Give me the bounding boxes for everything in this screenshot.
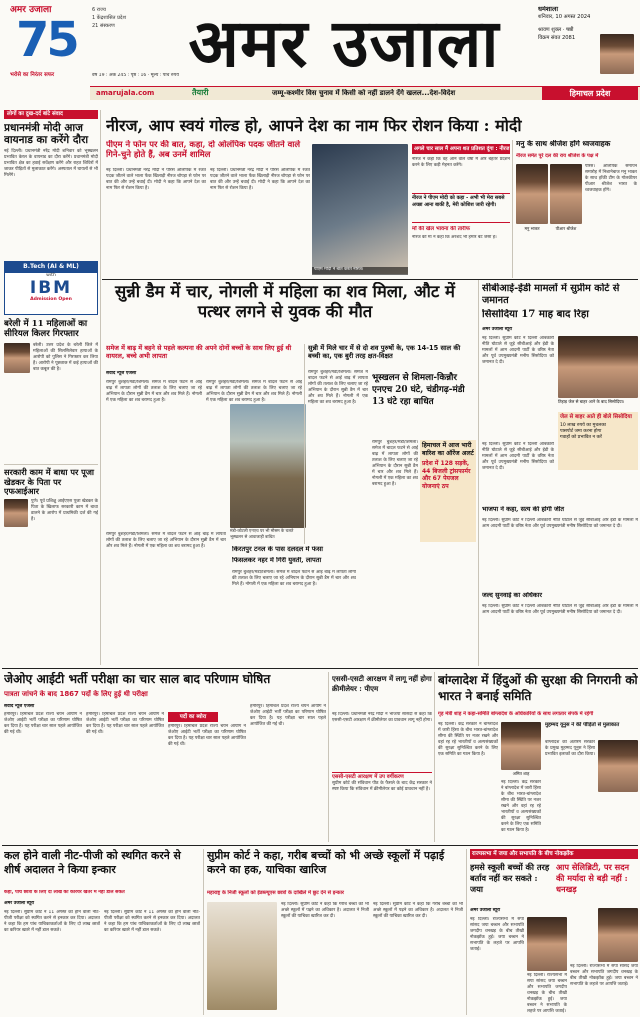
yunus-body: बांग्लादेश की अंतरिम सरकार के प्रमुख मुहम्मद यूनुस ने हिंसा प्रभावित इलाकों का दौरा किया। (545, 740, 595, 757)
sc-box-point-1: 10 लाख रुपये का मुचलका (560, 423, 606, 428)
jeit-body-col2: हमीरपुर। हिमाचल प्रदेश राज्य चयन आयोग ने जेओए आईटी भर्ती परीक्षा का परिणाम घोषित कर दिया है। यह परीक्षा चार साल पहले आयोजित की गई थी। (86, 712, 164, 735)
manu-divider (512, 140, 513, 278)
left-story2-body: बरेली। उत्तर प्रदेश के बरेली जिले में महिलाओं की सिलसिलेवार हत्याओं के आरोपी को पुलिस ने गिरफ्तार कर लिया है। आरोपी ने पूछताछ में कई हत्याओं की बात कबूल की है। (33, 343, 98, 373)
lead-body-text-2: नई दिल्ली। प्रधानमंत्री नरेंद्र मोदी ने पेरिस ओलंपिक में रजत पदक जीतने वाले भाला फेंक खिलाड़ी नीरज चोपड़ा से फोन पर बात की और उन्हें बधाई दी। मोदी ने कहा कि आपने देश का नाम फिर से रोशन किया है। (210, 168, 310, 191)
flood-byline: संवाद न्यूज एजेंसी (106, 371, 137, 376)
issue-date: शनिवार, 10 अगस्त 2024 (538, 13, 591, 20)
lead-quote: नीरज ने पीएम मोदी को कहा - अभी भी मेरा सबसे अच्छा आना बाकी है, मेरी कोशिश जारी रहेगी। (412, 195, 505, 208)
weather-head: हिमाचल में आज भारी बारिश का ऑरेंज अलर्ट (422, 442, 474, 457)
flood-sub: समेज में बाढ़ में बहने से पहले कल्पना की अपने दोनों बच्चों के साथ लिए हुई थी वायरल, बच्चे अभी लापता (106, 344, 292, 360)
left-headline: प्रधानमंत्री मोदी आज वायनाड का करेंगे दौरा (4, 122, 89, 147)
landslide-headline: भूस्खलन से शिमला-किन्नौर एनएच 20 घंटे, चंडीगढ़-मंडी 13 घंटे रहा बाधित (372, 373, 465, 407)
scst-sidebar-body: सुप्रीम कोर्ट की संविधान पीठ के फैसले के बाद केंद्र सरकार ने स्पष्ट किया कि संविधान में क्रीमीलेयर का कोई प्रावधान नहीं है। (332, 781, 432, 792)
left-story3-headline: सरकारी काम में बाधा पर पूजा खेडकर के पिता पर एफआईआर (4, 467, 95, 497)
bangladesh-body: नई दिल्ली। केंद्र सरकार ने बांग्लादेश में जारी हिंसा के बीच भारत-बांग्लादेश सीमा की स्थिति पर नजर रखने और वहां रह रहे भारतीयों व अल्पसंख्यकों की सुरक्षा सुनिश्चित करने के लिए एक समिति का गठन किया है। (438, 722, 498, 757)
flood-mid-divider (304, 344, 305, 544)
bangladesh-headline: बांग्लादेश में हिंदुओं की सुरक्षा की निगरानी को भारत ने बनाई समिति (438, 673, 638, 703)
left-story2-headline: बरेली में 11 महिलाओं का सीरियल किलर गिरफ्तार (4, 319, 88, 340)
yunus-photo (598, 740, 638, 792)
manu-name: मनु भाकर (524, 226, 540, 231)
sc-body-col2: नई दिल्ली। सुप्रीम कोर्ट ने दिल्ली आबकारी नीति घोटाले से जुड़े सीबीआई और ईडी के मामलों में आम आदमी पार्टी के वरिष्ठ नेता और पूर्व उपमुख्यमंत्री मनीष सिसोदिया को जमानत दे दी। (482, 442, 554, 471)
rs-body: नई दिल्ली। राज्यसभा में सपा सांसद जया बच्चन और सभापति जगदीप धनखड़ के बीच तीखी नोकझोंक हुई। जया बच्चन ने सभापति के लहजे पर आपत्ति जताई। (470, 917, 524, 952)
sc-divider (478, 280, 479, 666)
jeit-body: हमीरपुर। हिमाचल प्रदेश राज्य चयन आयोग ने जेओए आईटी भर्ती परीक्षा का परिणाम घोषित कर दिया है। यह परीक्षा चार साल पहले आयोजित की गई थी। (4, 712, 82, 735)
region-tag[interactable]: हिमाचल प्रदेश (542, 87, 638, 100)
samvat-line: श्रावण शुक्ल · षष्ठी (538, 27, 574, 33)
tab-taiyari[interactable]: तैयारी (192, 88, 209, 97)
site-link[interactable]: amarujala.com (96, 89, 155, 97)
lead-headline: नीरज, आप स्वयं गोल्ड हो, आपने देश का नाम फिर रोशन किया : मोदी (106, 117, 522, 135)
sc-story2-body: नई दिल्ली। सुप्रीम कोर्ट ने दिल्ली आबकारी नीति घोटाले से जुड़े सीबीआई और ईडी के मामलों में आम आदमी पार्टी के वरिष्ठ नेता और पूर्व उपमुख्यमंत्री मनीष सिसोदिया को जमानत दे दी। (482, 518, 638, 529)
flood-headline: सुन्नी डैम में चार, नोगली में महिला का शव मिला, औट में पत्थर लगने से युवक की मौत (115, 282, 455, 321)
school-deck: महाराष्ट्र के निजी स्कूलों को ईडब्ल्यूएस छात्रों के दाखिले में छूट देने से इन्कार (207, 890, 344, 896)
lead-quote-box (412, 193, 510, 223)
jeit-body-col4: हमीरपुर। हिमाचल प्रदेश राज्य चयन आयोग ने जेओए आईटी भर्ती परीक्षा का परिणाम घोषित कर दिया है। यह परीक्षा चार साल पहले आयोजित की गई थी। (250, 704, 326, 727)
sc-story3-body: नई दिल्ली। सुप्रीम कोर्ट ने दिल्ली आबकारी नीति घोटाले से जुड़े सीबीआई और ईडी के मामलों में आम आदमी पार्टी के वरिष्ठ नेता और पूर्व उपमुख्यमंत्री मनीष सिसोदिया को जमानत दे दी। (482, 604, 638, 615)
issue-meta: वर्ष 19 : अंक 245 : पृष्ठ : 16 · मूल्य : पांच रुपये (92, 73, 179, 78)
neet-body: नई दिल्ली। सुप्रीम कोर्ट ने 11 अगस्त को होने वाली नीट-पीजी परीक्षा को स्थगित करने से इनकार कर दिया। अदालत ने कहा कि हम पांच याचिकाकर्ताओं के लिए दो लाख छात्रों का करियर खतरे में नहीं डाल सकते। (4, 910, 100, 933)
lead-mother-body: नीरज की मां ने कहा कि अरशद भी हमारे बेटे जैसा है। (412, 235, 497, 240)
sc-body: नई दिल्ली। सुप्रीम कोर्ट ने दिल्ली आबकारी नीति घोटाले से जुड़े सीबीआई और ईडी के मामलों में आम आदमी पार्टी के वरिष्ठ नेता और पूर्व उपमुख्यमंत्री मनीष सिसोदिया को जमानत दे दी। (482, 336, 554, 365)
masthead (0, 0, 640, 103)
ad-contact: Admission Open (30, 296, 72, 302)
jeit-sub: पात्रता जांचने के बाद 1867 पदों के लिए हुई थी परीक्षा (4, 690, 148, 698)
row3-bottom-divider (2, 845, 638, 846)
flood-body: रामपुर बुशहर/मंडी/शिमला। समेज में बादल फटने से आई बाढ़ में लापता लोगों की तलाश के लिए चलाए जा रहे अभियान के दौरान सुन्नी डैम में चार और शव मिले हैं। नोगली में एक महिला का शव बरामद हुआ है। (106, 380, 202, 403)
edition-count: 21 संस्करण (92, 23, 115, 29)
lead-photo-caption: पीएम मोदी ने बात करते नीरज। (312, 267, 408, 275)
tunnel-headline: किरतपुर टनल के पास दलदल में फंसा (232, 546, 324, 553)
ad-course: B.Tech (AI & ML) (5, 262, 97, 272)
rs-headline-1: हमसे स्कूली बच्चों की तरह बर्ताव नहीं कर सकते : जया (470, 862, 550, 894)
manu-photo (516, 164, 548, 224)
bottom-divider-a (203, 849, 204, 1015)
left-story3-body: पुणे। पूर्व प्रशिक्षु आईएएस पूजा खेडकर के पिता के खिलाफ सरकारी काम में बाधा डालने के आरोप में प्राथमिकी दर्ज की गई है। (31, 499, 98, 523)
sc-byline: अमर उजाला ब्यूरो (482, 327, 513, 332)
tunnel-body: रामपुर बुशहर/मंडी/शिमला। समेज में बादल फटने से आई बाढ़ में लापता लोगों की तलाश के लिए चलाए जा रहे अभियान के दौरान सुन्नी डैम में चार और शव मिले हैं। नोगली में एक महिला का शव बरामद हुआ है। (232, 570, 356, 587)
scst-headline: एससी-एसटी आरक्षण में लागू नहीं होगा क्रीमीलेयर : पीएम (332, 674, 432, 693)
ticker-headline[interactable]: जम्मू-कश्मीर विस चुनाव में किसी को नहीं डालने देंगे खलल...देश-विदेश (272, 89, 456, 97)
bottom-divider-b (466, 849, 467, 1015)
row2-divider (2, 668, 638, 669)
lead-deck: पीएम ने फोन पर की बात, कहा, दो ओलंपिक पदक जीतने वाले गिने-चुने होते हैं, अब उनमें शामिल (106, 140, 301, 159)
anniv-number: 75 (16, 12, 77, 69)
bangladesh-body-col2: नई दिल्ली। केंद्र सरकार ने बांग्लादेश में जारी हिंसा के बीच भारत-बांग्लादेश सीमा की स्थिति पर नजर रखने और वहां रह रहे भारतीयों व अल्पसंख्यकों की सुरक्षा सुनिश्चित करने के लिए एक समिति का गठन किया है। (501, 780, 541, 833)
flood-body-col2: रामपुर बुशहर/मंडी/शिमला। समेज में बादल फटने से आई बाढ़ में लापता लोगों की तलाश के लिए चलाए जा रहे अभियान के दौरान सुन्नी डैम में चार और शव मिले हैं। नोगली में एक महिला का शव बरामद हुआ है। (206, 380, 302, 403)
flood-photo-caption: मंडी-कोटली एनएच पर भी मौसम के चलते भूस्खलन से आवाजाही बाधित (230, 528, 294, 539)
ibm-ad[interactable] (4, 261, 98, 315)
school-body-col2: नई दिल्ली। सुप्रीम कोर्ट ने कहा कि गरीब बच्चों को भी अच्छे स्कूलों में पढ़ने का अधिकार है। अदालत ने निजी स्कूलों की याचिका खारिज कर दी। (373, 902, 463, 919)
roads-closed: प्रदेश में 128 सड़कें, 44 बिजली ट्रांसफार्मर और 67 पेयजल योजनाएं ठप (422, 460, 471, 490)
jeit-body-col3: हमीरपुर। हिमाचल प्रदेश राज्य चयन आयोग ने जेओए आईटी भर्ती परीक्षा का परिणाम घोषित कर दिया है। यह परीक्षा चार साल पहले आयोजित की गई थी। (168, 724, 246, 747)
sc-box (558, 412, 638, 470)
neet-headline: कल होने वाली नीट-पीजी को स्थगित करने से शीर्ष अदालत ने किया इन्कार (4, 849, 181, 876)
anniv-top: अमर उजाला (10, 5, 52, 15)
school-headline: सुप्रीम कोर्ट ने कहा, गरीब बच्चों को भी अच्छे स्कूलों में पढ़ाई करने का हक, याचिका खारिज (207, 849, 445, 876)
scst-sidebar-head: एससी-एसटी आरक्षण में उप वर्गीकरण (332, 774, 404, 780)
ad-with: with (46, 272, 56, 278)
neet-deck: कहा, पांच छात्रों के लिए दो लाख का कैरियर खतरे में नहीं डाल सकते (4, 890, 125, 895)
sc-story2-head: भाजपा ने कहा, सत्य की होगी जीत (482, 506, 565, 513)
left-body: नई दिल्ली। प्रधानमंत्री नरेंद्र मोदी शनिवार को भूस्खलन प्रभावित केरल के वायनाड का दौरा करेंगे। प्रधानमंत्री मोदी प्रभावित क्षेत्र का हवाई सर्वेक्षण करेंगे और राहत शिविरों में जाकर पीड़ितों से मुलाकात करेंगे। अस्पताल में घायलों से भी मिलेंगे। (4, 149, 98, 179)
school-body: नई दिल्ली। सुप्रीम कोर्ट ने कहा कि गरीब बच्चों को भी अच्छे स्कूलों में पढ़ने का अधिकार है। अदालत ने निजी स्कूलों की याचिका खारिज कर दी। (281, 902, 369, 919)
left-story3-photo (4, 499, 28, 527)
lead-side-tag: अगले चार साल मैं अपना शत प्रतिशत दूंगा : नीरज (414, 146, 510, 152)
jeit-tag: पदों का ब्योरा (168, 712, 218, 722)
anniv-caption: भरोसे का निरंतर सफर (10, 72, 55, 79)
weather-box (420, 440, 476, 542)
sc-photo-caption: तिहाड़ जेल से बाहर आने के बाद सिसोदिया। (558, 399, 625, 404)
manu-deck: नीरज समेत पूरे दल की राय श्रीजेश के पक्ष में (516, 153, 599, 159)
sc-photo (558, 336, 638, 398)
lead-photo (312, 144, 408, 274)
sreejesh-name: पीआर श्रीजेश (555, 226, 577, 231)
sc-box-point-2: पासपोर्ट जमा करना होगा (560, 429, 602, 435)
lead-side-body: नीरज ने कहा कि वह आने वाले वर्षों में और बेहतर प्रदर्शन करने के लिए कड़ी मेहनत करेंगे। (412, 157, 510, 168)
sc-box-point-3: गवाहों को प्रभावित न करें (560, 435, 602, 441)
neet-byline: अमर उजाला ब्यूरो (4, 901, 35, 906)
row3-divider-b (434, 672, 435, 842)
rs-headline-2: आप सेलिब्रिटी, पर सदन की मर्यादा से बड़ी नहीं : धनखड़ (556, 862, 630, 894)
jeit-byline: संवाद न्यूज एजेंसी (4, 704, 35, 709)
bangladesh-deck: गृह मंत्री शाह ने कहा-समिति बांग्लादेश के अधिकारियों के साथ लगातार संपर्क में रहेगी (438, 711, 594, 717)
lead-body-text: नई दिल्ली। प्रधानमंत्री नरेंद्र मोदी ने पेरिस ओलंपिक में रजत पदक जीतने वाले भाला फेंक खिलाड़ी नीरज चोपड़ा से फोन पर बात की और उन्हें बधाई दी। मोदी ने कहा कि आपने देश का नाम फिर से रोशन किया है। (106, 168, 206, 191)
scst-body: नई दिल्ली। प्रधानमंत्री नरेंद्र मोदी ने भाजपा सांसदों से कहा कि एससी-एसटी आरक्षण में क्रीमीलेयर का प्रावधान लागू नहीं होगा। (332, 712, 432, 723)
rs-byline: अमर उजाला ब्यूरो (470, 908, 501, 913)
lead-body-col2 (210, 168, 310, 276)
shah-caption: अमित शाह (512, 771, 530, 776)
rs-kicker: राज्यसभा में जया और सभापति के बीच नोकझोंक (470, 849, 638, 859)
row1-divider (102, 279, 638, 280)
scst-sidebar (332, 772, 432, 840)
samvat-year: विक्रम संवत 2081 (538, 34, 576, 41)
lead-mother-head: माँ की खेल भावना की तारीफ (412, 226, 470, 232)
anniversary-logo (10, 4, 90, 96)
editions-list (92, 6, 152, 42)
row3-divider-a (328, 672, 329, 842)
left-column (4, 110, 98, 665)
manu-headline: मनु के साथ श्रीजेश होंगे ध्वजवाहक (516, 140, 611, 148)
left-kicker (4, 110, 98, 119)
city-name: धर्मशाला (538, 6, 559, 13)
masthead-photo (600, 34, 634, 74)
edition-states: 6 राज्य (92, 7, 106, 13)
jaya-photo (527, 917, 567, 971)
flood-body-col3: रामपुर बुशहर/मंडी/शिमला। समेज में बादल फटने से आई बाढ़ में लापता लोगों की तलाश के लिए चलाए जा रहे अभियान के दौरान सुन्नी डैम में चार और शव मिले हैं। नोगली में एक महिला का शव बरामद हुआ है। (106, 532, 226, 549)
sreejesh-photo (550, 164, 582, 224)
flood-right-body: रामपुर बुशहर/मंडी/शिमला। समेज में बादल फटने से आई बाढ़ में लापता लोगों की तलाश के लिए चलाए जा रहे अभियान के दौरान सुन्नी डैम में चार और शव मिले हैं। नोगली में एक महिला का शव बरामद हुआ है। (308, 370, 368, 405)
edition-ut: 1 केंद्रशासित प्रदेश (92, 15, 126, 21)
manu-body: पेरिस। ओलंपिक समापन समारोह में निशानेबाज मनु भाकर के साथ हॉकी टीम के गोलकीपर पीआर श्रीजेश भारत के ध्वजवाहक होंगे। (585, 164, 637, 193)
left-kicker-text: लोगों का दुख-दर्द बांटे संवाद (7, 111, 63, 117)
left-divider (100, 110, 101, 665)
paper-title: अमर उजाला (188, 4, 500, 82)
ad-logo: IBM (29, 277, 73, 298)
sc-headline: सीबीआई-ईडी मामलों में सुप्रीम कोर्ट से जमानत (482, 283, 620, 306)
landslide-body: रामपुर बुशहर/मंडी/शिमला। समेज में बादल फटने से आई बाढ़ में लापता लोगों की तलाश के लिए चलाए जा रहे अभियान के दौरान सुन्नी डैम में चार और शव मिले हैं। नोगली में एक महिला का शव बरामद हुआ है। (372, 440, 418, 487)
neet-body-col2: नई दिल्ली। सुप्रीम कोर्ट ने 11 अगस्त को होने वाली नीट-पीजी परीक्षा को स्थगित करने से इनकार कर दिया। अदालत ने कहा कि हम पांच याचिकाकर्ताओं के लिए दो लाख छात्रों का करियर खतरे में नहीं डाल सकते। (104, 910, 200, 933)
shah-photo (501, 722, 541, 770)
rs-body-col2: नई दिल्ली। राज्यसभा में सपा सांसद जया बच्चन और सभापति जगदीप धनखड़ के बीच तीखी नोकझोंक हुई। जया बच्चन ने सभापति के लहजे पर आपत्ति जताई। (570, 964, 638, 987)
tunnel-sub: फिसलकर नहर में गिरी युवती, लापता (232, 557, 322, 564)
yunus-head: मुहम्मद यूनुस ने की पीड़ितों से मुलाकात (545, 722, 620, 728)
rs-body-col3: नई दिल्ली। राज्यसभा में सपा सांसद जया बच्चन और सभापति जगदीप धनखड़ के बीच तीखी नोकझोंक हुई। जया बच्चन ने सभापति के लहजे पर आपत्ति जताई। (527, 973, 567, 1013)
sc-box-head: जेल से बाहर आते ही बोले सिसोदिया (560, 414, 632, 420)
left-story2-photo (4, 343, 30, 373)
court-photo (207, 902, 277, 1010)
nav-strip (90, 86, 640, 100)
dhankhar-photo (598, 908, 638, 962)
jeit-headline: जेओए आईटी भर्ती परीक्षा का चार साल बाद परिणाम घोषित (4, 672, 271, 686)
flood-photo (230, 404, 306, 528)
sc-story3-head: जल्द सुनवाई का अधिकार (482, 592, 542, 599)
lead-body (106, 168, 206, 276)
sc-name-line: सिसोदिया 17 माह बाद रिहा (482, 309, 589, 320)
flood-right-head: सुन्नी में मिले चार में से दो शव पुरुषों के, एक 14-15 साल की बच्ची का, एक बुरी तरह क्षत-विक्षत (308, 344, 461, 360)
